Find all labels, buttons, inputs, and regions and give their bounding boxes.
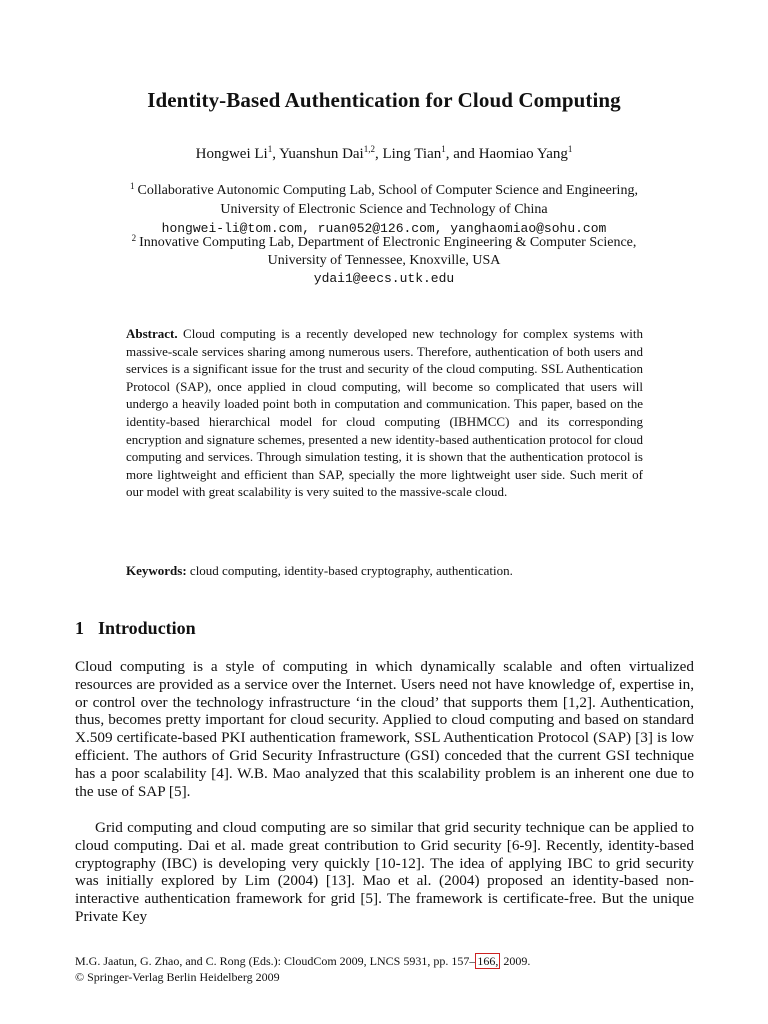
keywords: [126, 563, 643, 579]
author-name: Yuanshun Dai: [279, 146, 364, 162]
author-separator: , and: [445, 146, 479, 162]
copyright-line: © Springer-Verlag Berlin Heidelberg 2009: [75, 970, 280, 984]
author-name: Ling Tian: [382, 146, 442, 162]
citation-line: [75, 953, 530, 969]
keywords-text: cloud computing, identity-based cryptography, authentication.: [189, 563, 513, 578]
citation-text: M.G. Jaatun, G. Zhao, and C. Rong (Eds.): CloudCom 2009, LNCS 5931, pp. 157–: [75, 954, 476, 968]
keywords-label: Keywords:: [126, 563, 187, 578]
author-affiliation-mark: 1: [567, 144, 573, 154]
abstract: [126, 325, 643, 501]
affiliation-mark: 2: [131, 233, 137, 243]
affiliation-2-line2: University of Tennessee, Knoxville, USA: [267, 253, 501, 268]
author-list: [0, 146, 768, 163]
affiliation-1-line1: [0, 183, 768, 199]
author-affiliation-mark: 1: [267, 144, 273, 154]
abstract-label: Abstract.: [126, 326, 178, 341]
author-name: Haomiao Yang: [478, 146, 568, 162]
body-paragraph: Cloud computing is a style of computing in which dynamically scalable and often virtualized resources are provided as a service over the Internet. Users need not have knowledge of, expertise in, or control over the technology infrastructure ‘in the cloud’ that supports them [1,2]. Authentication, thus, becomes pretty important for cloud security. Applied to cloud computing and based on standard X.509 certificate-based PKI authentication framework, SSL Authentication Protocol (SAP) [3] is low efficient. The authors of Grid Security Infrastructure (GSI) conceded that the current GSI technique has a poor scalability [4]. W.B. Mao analyzed that this scalability problem is an inherent one due to the use of SAP [5].: [75, 658, 694, 800]
author-separator: ,: [374, 146, 383, 162]
citation-year: 2009.: [500, 954, 531, 968]
paper-title: Identity-Based Authentication for Cloud Computing: [147, 88, 621, 112]
affiliation-mark: 1: [130, 181, 135, 191]
affiliation-2-email: ydai1@eecs.utk.edu: [313, 271, 455, 286]
author-name: Hongwei Li: [195, 146, 268, 162]
affiliation-1-emails: hongwei-li@tom.com, ruan052@126.com, yanghaomiao@sohu.com: [161, 221, 607, 236]
author-separator: ,: [272, 146, 280, 162]
author-affiliation-mark: 1: [441, 144, 446, 154]
section-heading: [75, 618, 196, 639]
author-affiliation-mark: 1,2: [363, 144, 375, 154]
section-number: 1: [75, 618, 84, 638]
section-title: Introduction: [98, 618, 196, 638]
abstract-text: Cloud computing is a recently developed new technology for complex systems with massive-scale services sharing among numerous users. Therefore, authentication of both users and services is a significant issue for the trust and security of the cloud computing. SSL Authentication Protocol (SAP), once applied in cloud computing, will become so complicated that users will undergo a heavily loaded point both in computation and communication. This paper, based on the identity-based hierarchical model for cloud computing (IBHMCC) and its corresponding encryption and signature schemes, presented a new identity-based authentication protocol for cloud computing and services. Through simulation testing, it is shown that the authentication protocol is more lightweight and efficient than SAP, specially the more lightweight user side. Such merit of our model with great scalability is very suited to the massive-scale cloud.: [126, 326, 643, 500]
affiliation-1-line2: University of Electronic Science and Technology of China: [220, 202, 548, 217]
affiliation-text: Innovative Computing Lab, Department of Electronic Engineering & Computer Science,: [139, 235, 637, 250]
body-paragraph: Grid computing and cloud computing are so similar that grid security technique can be applied to cloud computing. Dai et al. made great contribution to Grid security [6-9]. Recently, identity-based cryptography (IBC) is developing very quickly [10-12]. The idea of applying IBC to grid security was initially explored by Lim (2004) [13]. Mao et al. (2004) proposed an identity-based non-interactive authentication framework for grid [5]. The framework is certificate-free. But the unique Private Key: [75, 819, 694, 925]
page-range-link[interactable]: 166,: [477, 954, 499, 968]
affiliation-2-line1: [0, 235, 768, 251]
citation-footer: [75, 953, 530, 985]
affiliation-text: Collaborative Autonomic Computing Lab, School of Computer Science and Engineering,: [137, 183, 638, 198]
